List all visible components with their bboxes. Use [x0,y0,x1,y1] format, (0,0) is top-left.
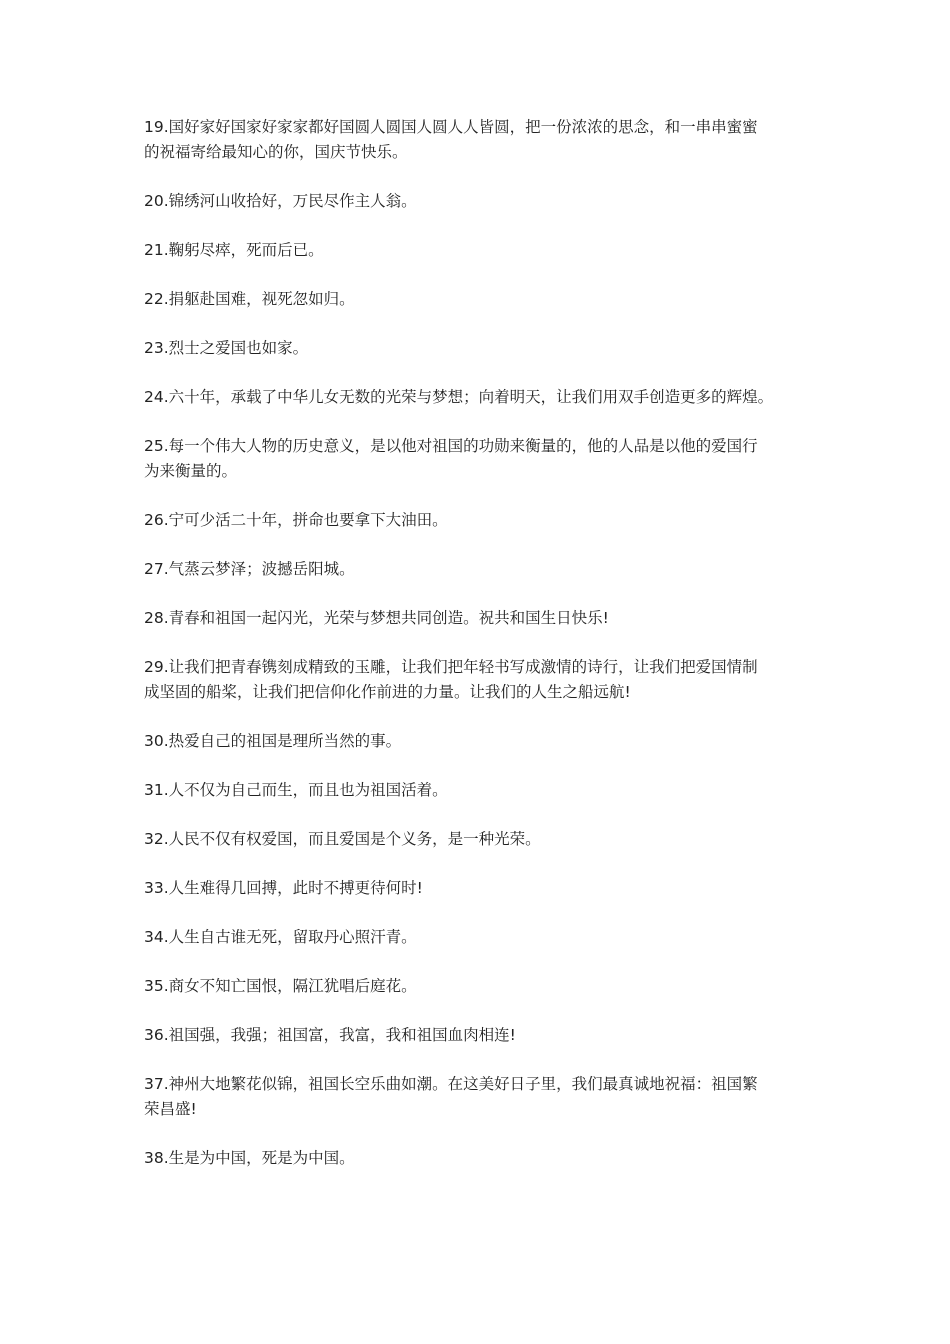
document-body [144,115,816,1195]
list-item: 25.每一个伟大人物的历史意义，是以他对祖国的功勋来衡量的，他的人品是以他的爱国行 为来衡量的。 [144,437,758,480]
list-item: 20.锦绣河山收拾好，万民尽作主人翁。 [144,192,417,210]
list-item: 28.青春和祖国一起闪光，光荣与梦想共同创造。祝共和国生日快乐! [144,609,609,627]
list-item: 29.让我们把青春镌刻成精致的玉雕，让我们把年轻书写成激情的诗行，让我们把爱国情制 成坚固的船桨，让我们把信仰化作前进的力量。让我们的人生之船远航! [144,658,758,701]
list-item: 24.六十年，承载了中华儿女无数的光荣与梦想；向着明天，让我们用双手创造更多的辉煌。 [144,388,774,406]
list-item: 27.气蒸云梦泽；波撼岳阳城。 [144,560,355,578]
list-item: 34.人生自古谁无死，留取丹心照汗青。 [144,928,417,946]
list-item: 19.国好家好国家好家家都好国圆人圆国人圆人人皆圆，把一份浓浓的思念，和一串串蜜蜜 的祝福寄给最知心的你，国庆节快乐。 [144,118,758,161]
list-item: 22.捐躯赴国难，视死忽如归。 [144,290,355,308]
list-item: 30.热爱自己的祖国是理所当然的事。 [144,732,402,750]
list-item: 31.人不仅为自己而生，而且也为祖国活着。 [144,781,448,799]
list-item: 36.祖国强，我强；祖国富，我富，我和祖国血肉相连! [144,1026,516,1044]
list-item: 26.宁可少活二十年，拼命也要拿下大油田。 [144,511,448,529]
list-item: 21.鞠躬尽瘁，死而后已。 [144,241,324,259]
list-item: 33.人生难得几回搏，此时不搏更待何时! [144,879,423,897]
list-item: 37.神州大地繁花似锦，祖国长空乐曲如潮。在这美好日子里，我们最真诚地祝福：祖国繁 荣昌盛! [144,1075,758,1118]
list-item: 32.人民不仅有权爱国，而且爱国是个义务，是一种光荣。 [144,830,541,848]
list-item: 35.商女不知亡国恨，隔江犹唱后庭花。 [144,977,417,995]
list-item: 38.生是为中国，死是为中国。 [144,1149,355,1167]
list-item: 23.烈士之爱国也如家。 [144,339,309,357]
